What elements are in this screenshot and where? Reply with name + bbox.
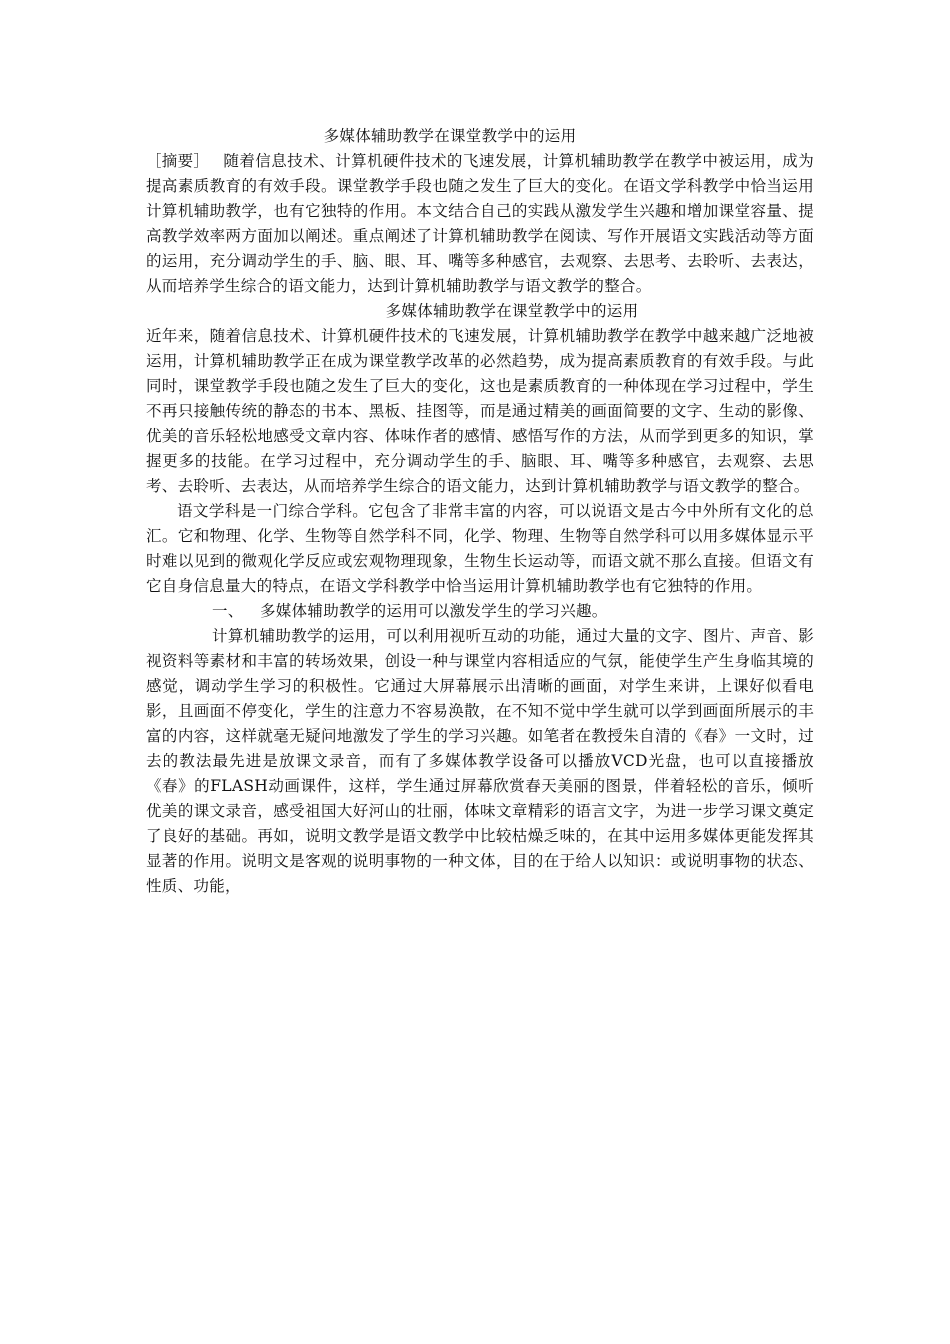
- abstract-text: 随着信息技术、计算机硬件技术的飞速发展，计算机辅助教学在教学中被运用，成为提高素质教育的有效手段。课堂教学手段也随之发生了巨大的变化。在语文学科教学中恰当运用计算机辅助教学，也有它独特的作用。本文结合自己的实践从激发学生兴趣和增加课堂容量、提高教学效率两方面加以阐述。重点阐述了计算机辅助教学在阅读、写作开展语文实践活动等方面的运用，充分调动学生的手、脑、眼、耳、嘴等多种感官，去观察、去思考、去聆听、去表达，从而培养学生综合的语文能力，达到计算机辅助教学与语文教学的整合。: [146, 152, 814, 295]
- body-paragraph-1: 近年来，随着信息技术、计算机硬件技术的飞速发展，计算机辅助教学在教学中越来越广泛地被运用，计算机辅助教学正在成为课堂教学改革的必然趋势，成为提高素质教育的有效手段。与此同时，课堂教学手段也随之发生了巨大的变化，这也是素质教育的一种体现在学习过程中，学生不再只接触传统的静态的书本、黑板、挂图等，而是通过精美的画面简要的文字、生动的影像、优美的音乐轻松地感受文章内容、体味作者的感情、感悟写作的方法，从而学到更多的知识，掌握更多的技能。在学习过程中，充分调动学生的手、脑眼、耳、嘴等多种感官，去观察、去思考、去聆听、去表达，从而培养学生综合的语文能力，达到计算机辅助教学与语文教学的整合。: [146, 327, 814, 495]
- document-title: 多媒体辅助教学在课堂教学中的运用: [323, 127, 577, 145]
- abstract-label: ［摘要］: [146, 152, 210, 170]
- abstract-paragraph: [146, 149, 814, 299]
- section-number: 一、: [212, 602, 244, 620]
- section-heading: [146, 599, 814, 624]
- body-paragraph-2: 语文学科是一门综合学科。它包含了非常丰富的内容，可以说语文是古今中外所有文化的总汇。它和物理、化学、生物等自然学科不同，化学、物理、生物等自然学科可以用多媒体显示平时难以见到的微观化学反应或宏观物理现象，生物生长运动等，而语文就不那么直接。但语文有它自身信息量大的特点，在语文学科教学中恰当运用计算机辅助教学也有它独特的作用。: [146, 502, 814, 595]
- document-page: [146, 124, 814, 899]
- body-title: 多媒体辅助教学在课堂教学中的运用: [385, 302, 639, 320]
- body-paragraph-3: 计算机辅助教学的运用，可以利用视听互动的功能，通过大量的文字、图片、声音、影视资料等素材和丰富的转场效果，创设一种与课堂内容相适应的气氛，能使学生产生身临其境的感觉，调动学生学习的积极性。它通过大屏幕展示出清晰的画面，对学生来讲，上课好似看电影，且画面不停变化，学生的注意力不容易涣散，在不知不觉中学生就可以学到画面所展示的丰富的内容，这样就毫无疑问地激发了学生的学习兴趣。如笔者在教授朱自清的《春》一文时，过去的教法最先进是放课文录音，而有了多媒体教学设备可以播放VCD光盘，也可以直接播放《春》的FLASH动画课件，这样，学生通过屏幕欣赏春天美丽的图景，伴着轻松的音乐，倾听优美的课文录音，感受祖国大好河山的壮丽，体味文章精彩的语言文字，为进一步学习课文奠定了良好的基础。再如，说明文教学是语文教学中比较枯燥乏味的，在其中运用多媒体更能发挥其显著的作用。说明文是客观的说明事物的一种文体，目的在于给人以知识：或说明事物的状态、性质、功能，: [146, 627, 814, 895]
- section-title: 多媒体辅助教学的运用可以激发学生的学习兴趣。: [260, 602, 608, 620]
